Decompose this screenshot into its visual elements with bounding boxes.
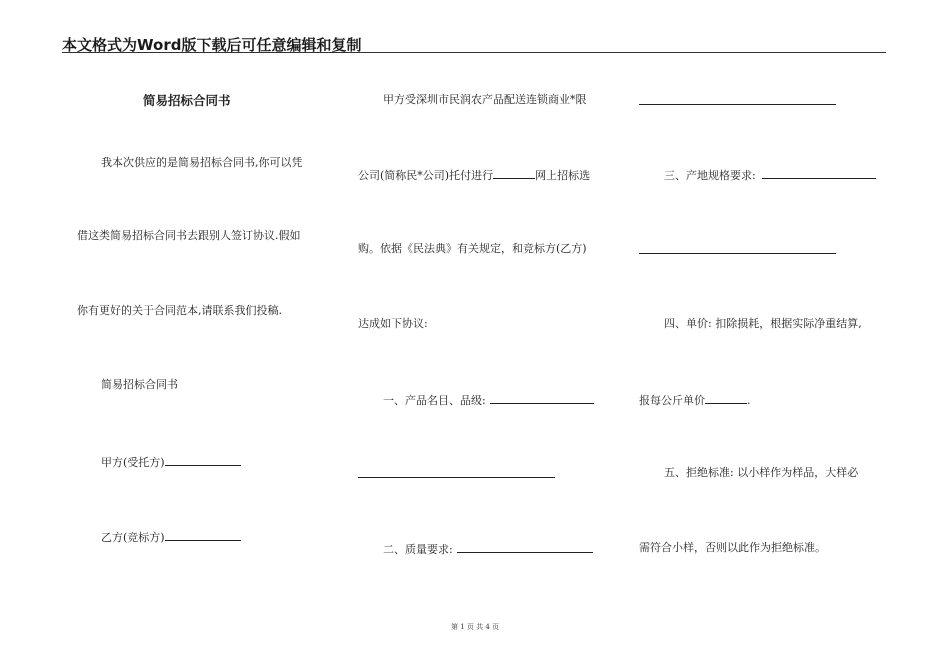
item-2-field xyxy=(383,541,593,557)
item-3-blank-continued xyxy=(639,253,836,254)
intro-line-1: 我本次供应的是简易招标合同书,你可以凭 xyxy=(101,156,303,169)
contract-line-1: 甲方受深圳市民润农产品配送连锁商业*限 xyxy=(383,93,587,106)
contract-line-2-start: 公司(简称民*公司)托付进行 xyxy=(358,169,494,182)
document-title: 简易招标合同书 xyxy=(143,93,231,108)
item-2-blank-continued xyxy=(639,104,836,105)
item-1-label: 一、产品名目、品级: xyxy=(383,394,486,407)
header-rule xyxy=(62,52,886,53)
item-5-line-2: 需符合小样，否则以此作为拒绝标准。 xyxy=(639,541,826,554)
item-1-field xyxy=(383,392,594,408)
item-4-price-end: . xyxy=(747,394,751,407)
contract-line-2-end: 网上招标选 xyxy=(535,169,591,182)
party-a-blank xyxy=(165,454,241,466)
intro-line-2: 借这类简易招标合同书去跟别人签订协议.假如 xyxy=(77,229,301,242)
intro-line-3: 你有更好的关于合同范本,请联系我们投稿. xyxy=(77,304,282,317)
party-b-blank xyxy=(165,529,241,541)
party-a-field xyxy=(101,454,241,470)
unit-price-blank xyxy=(705,392,747,404)
document-banner: 本文格式为Word版下载后可任意编辑和复制 xyxy=(62,36,362,54)
item-3-blank xyxy=(762,167,876,179)
item-4-line: 四、单价: 扣除损耗，根据实际净重结算, xyxy=(664,317,862,330)
contract-line-4: 达成如下协议: xyxy=(358,317,428,330)
party-a-label: 甲方(受托方) xyxy=(101,456,165,469)
page-number: 第 1 页 共 4 页 xyxy=(450,623,500,631)
project-blank xyxy=(493,167,535,179)
item-1-blank xyxy=(490,392,594,404)
contract-line-2 xyxy=(358,167,590,183)
section-subtitle: 简易招标合同书 xyxy=(101,378,178,391)
party-b-field xyxy=(101,529,241,545)
item-2-label: 二、质量要求: xyxy=(383,543,453,556)
party-b-label: 乙方(竞标方) xyxy=(101,531,165,544)
item-4-price-field xyxy=(639,392,751,408)
item-5-line: 五、拒绝标准: 以小样作为样品，大样必 xyxy=(664,466,859,479)
item-4-price-label: 报每公斤单价 xyxy=(639,394,705,407)
item-3-field xyxy=(664,167,876,183)
item-1-blank-continued xyxy=(358,477,555,478)
item-3-label: 三、产地规格要求: xyxy=(664,169,756,182)
item-2-blank xyxy=(457,541,593,553)
contract-line-3: 购。依据《民法典》有关规定，和竞标方(乙方) xyxy=(358,242,587,255)
